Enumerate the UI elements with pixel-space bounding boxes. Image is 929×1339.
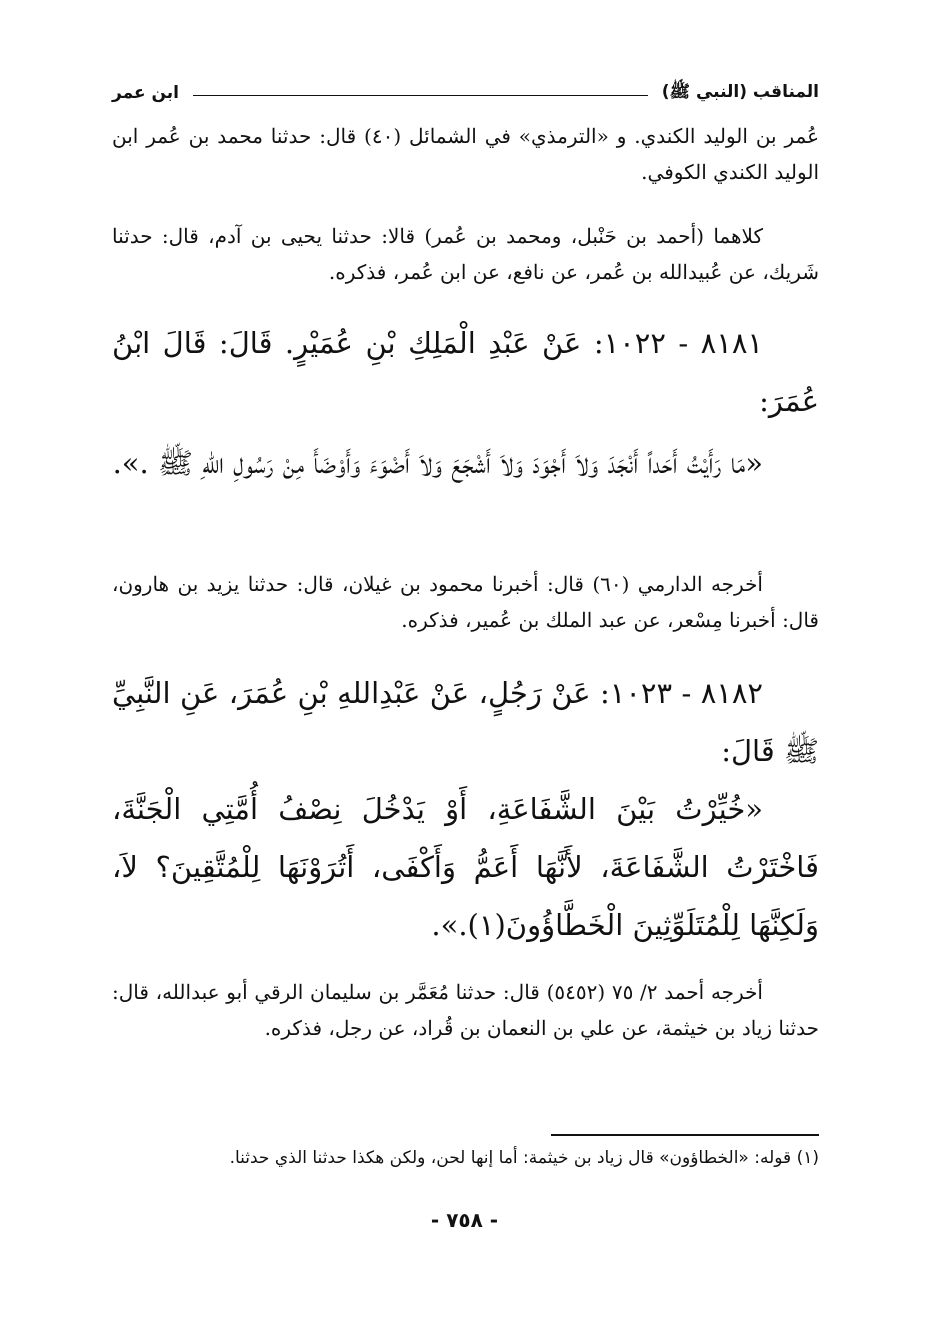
footnote bbox=[112, 1143, 819, 1173]
hadith-quote-text: «مَا رَأَيْتُ أَحَداً أَنْجَدَ وَلاَ أَجْوَدَ وَلاَ أَشْجَعَ وَلاَ أَضْوَءَ وَأَوْضَأَ مِنْ رَسُولِ اللهِ ﷺ .». bbox=[112, 446, 763, 480]
takhrij-8182 bbox=[112, 974, 819, 1046]
hadith-heading-8181 bbox=[112, 314, 819, 430]
page-number: - ٧٥٨ - bbox=[430, 1208, 499, 1232]
footnote-text: (١) قوله: «الخطاؤون» قال زياد بن خيثمة: أما إنها لحن، ولكن هكذا حدثنا الذي حدثنا. bbox=[229, 1148, 819, 1168]
hadith-quote-8181 bbox=[112, 434, 819, 492]
hadith-quote-8182 bbox=[112, 780, 819, 954]
paragraph-p1 bbox=[112, 118, 819, 190]
hadith-heading-text: ٨١٨٢ - ١٠٢٣: عَنْ رَجُلٍ، عَنْ عَبْدِاللهِ بْنِ عُمَرَ، عَنِ النَّبِيِّ ﷺ قَالَ: bbox=[112, 676, 819, 768]
chapter-title: المناقب (النبي ﷺ) bbox=[661, 81, 819, 102]
paragraph-text: عُمر بن الوليد الكندي. و «الترمذي» في الشمائل (٤٠) قال: حدثنا محمد بن عُمر ابن الوليد الكندي الكوفي. bbox=[112, 124, 819, 184]
paragraph-text: كلاهما (أحمد بن حَنْبل، ومحمد بن عُمر) قالا: حدثنا يحيى بن آدم، قال: حدثنا شَريك، عن عُبيدالله بن عُمر، عن نافع، عن ابن عُمر، فذكره. bbox=[112, 224, 819, 284]
paragraph-p2 bbox=[112, 218, 819, 290]
takhrij-text: أخرجه أحمد ٢/ ٧٥ (٥٤٥٢) قال: حدثنا مُعَمَّر بن سليمان الرقي أبو عبدالله، قال: حدثنا زياد بن خيثمة، عن علي بن النعمان بن قُراد، عن رجل، فذكره. bbox=[112, 980, 819, 1040]
section-title: ابن عمر bbox=[112, 83, 180, 103]
hadith-heading-text: ٨١٨١ - ١٠٢٢: عَنْ عَبْدِ الْمَلِكِ بْنِ عُمَيْرٍ. قَالَ: قَالَ ابْنُ عُمَرَ: bbox=[112, 326, 819, 418]
footnote-rule bbox=[551, 1134, 819, 1136]
hadith-quote-text: «خُيِّرْتُ بَيْنَ الشَّفَاعَةِ، أَوْ يَدْخُلَ نِصْفُ أُمَّتِي الْجَنَّةَ، فَاخْتَرْتُ الشَّفَاعَةَ، لأَنَّهَا أَعَمُّ وَأَكْفَى، أَتُرَوْنَهَا لِلْمُتَّقِينَ؟ لاَ، وَلَكِنَّهَا لِلْمُتَلَوِّثِينَ الْخَطَّاؤُونَ(١).». bbox=[112, 792, 819, 942]
takhrij-text: أخرجه الدارمي (٦٠) قال: أخبرنا محمود بن غيلان، قال: حدثنا يزيد بن هارون، قال: أخبرنا مِسْعر، عن عبد الملك بن عُمير، فذكره. bbox=[112, 572, 819, 632]
takhrij-8181 bbox=[112, 566, 819, 638]
running-header bbox=[112, 78, 819, 108]
header-rule bbox=[193, 95, 648, 96]
hadith-heading-8182 bbox=[112, 664, 819, 780]
